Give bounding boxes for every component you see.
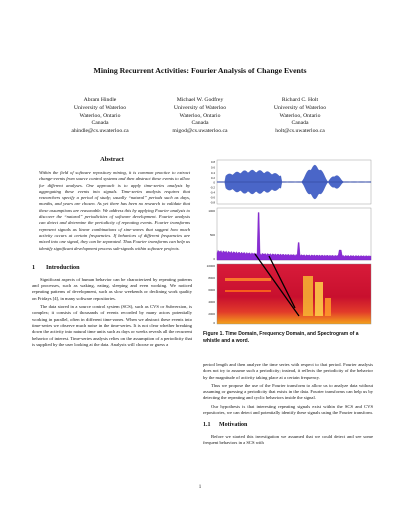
section-number: 1 bbox=[32, 263, 36, 271]
spectrogram-band bbox=[315, 282, 323, 316]
tick-label: 0 bbox=[213, 321, 215, 325]
tick-label: 0 bbox=[213, 180, 215, 185]
introduction-body bbox=[32, 277, 192, 348]
tick-label: 4000 bbox=[208, 300, 215, 304]
spectrogram-band bbox=[225, 278, 271, 281]
author-3 bbox=[245, 97, 355, 136]
paragraph: The data stored in a source control system (SCS), such as CVS or Subversion, is complex; it consists of thousands of events recorded by many actors potentially working in parallel, often in different time-zones. When we abstract these events into time-series we observe much noise in the time-series. It is not clear whether breaking down the activity into natural time units such as days or weeks reveals all the recurrent behavior of interest. Time-series analysis relies on the assumption of a periodicity that is supplied by the user looking at the data. Analysts will choose or guess a bbox=[32, 304, 192, 347]
paragraph: period length and then analyze the time series with respect to that period. Fourier analysis does not try to assume such a periodicity; instead, it reflects the periodicity of the behavior by the magnitude of activity taking place at a certain frequency. bbox=[203, 362, 373, 380]
author-email: holt@cs.uwaterloo.ca bbox=[275, 128, 325, 135]
paper-title: Mining Recurrent Activities: Fourier Analysis of Change Events bbox=[93, 66, 307, 75]
spectrogram-band bbox=[325, 298, 331, 316]
spectrogram-band bbox=[225, 290, 271, 292]
author-name: Richard C. Holt bbox=[281, 97, 319, 103]
figure-1 bbox=[203, 158, 373, 328]
left-column bbox=[32, 156, 192, 350]
tick-label: 6000 bbox=[208, 288, 215, 292]
tick-label: -0.8 bbox=[209, 200, 215, 205]
author-location: Waterloo, Ontario bbox=[179, 112, 221, 119]
author-location: Waterloo, Ontario bbox=[79, 112, 121, 119]
right-column-figure bbox=[203, 158, 373, 344]
section-heading-introduction bbox=[32, 264, 192, 271]
figure-1-graphic bbox=[203, 158, 373, 326]
section-title: Introduction bbox=[46, 263, 80, 271]
author-affiliation: University of Waterloo bbox=[273, 104, 327, 111]
author-affiliation: University of Waterloo bbox=[73, 104, 127, 111]
time-domain-plot bbox=[210, 160, 371, 205]
paragraph: Before we started this investigation we assumed that we could detect and see some frequent behaviors in a SCS with bbox=[203, 433, 373, 445]
author-country: Canada bbox=[291, 120, 309, 127]
tick-label: 0.8 bbox=[210, 160, 215, 164]
tick-label: 0.6 bbox=[210, 165, 215, 170]
subsection-number: 1.1 bbox=[203, 422, 211, 429]
tick-label: 0.4 bbox=[210, 171, 215, 175]
tick-label: 500 bbox=[209, 233, 215, 237]
abstract-heading: Abstract bbox=[100, 156, 124, 163]
subsection-heading-motivation bbox=[203, 422, 373, 428]
tick-label: -0.4 bbox=[209, 190, 215, 195]
author-affiliation: University of Waterloo bbox=[173, 104, 227, 111]
author-email: ahindle@cs.uwaterloo.ca bbox=[71, 128, 129, 135]
paragraph: Our hypothesis is that interesting repeating signals exist within the SCS and CVS repositories, we can detect and potentially identify these signals using the Fourier transform. bbox=[203, 403, 373, 416]
tick-label: 2000 bbox=[208, 312, 215, 316]
author-2 bbox=[145, 97, 255, 136]
tick-label: 8000 bbox=[208, 276, 215, 280]
tick-label: 10000 bbox=[206, 264, 215, 268]
right-column-text bbox=[203, 362, 373, 448]
author-name: Abram Hindle bbox=[83, 97, 117, 103]
author-name: Michael W. Godfrey bbox=[176, 97, 224, 103]
tick-label: 1000 bbox=[208, 209, 215, 213]
tick-label: 0.2 bbox=[210, 176, 215, 180]
page-number: 1 bbox=[198, 485, 202, 490]
author-country: Canada bbox=[191, 120, 209, 127]
tick-label: -0.2 bbox=[209, 185, 215, 190]
paragraph: Thus we propose the use of the Fourier transform to allow us to analyze data without assuming or guessing a periodicity that exists in the data. Fourier transforms can help us by detecting the repeating and cyclic behaviors inside the signal. bbox=[203, 382, 373, 401]
paragraph: Significant aspects of human behavior can be characterized by repeating patterns and processes, such as waking, eating, sleeping and even working. We noticed repeating patterns of development, such as slow weekends or declining work quality on Fridays [4], in many software repositories. bbox=[32, 276, 192, 301]
author-email: migod@cs.uwaterloo.ca bbox=[172, 128, 228, 135]
author-country: Canada bbox=[91, 120, 109, 127]
author-1 bbox=[45, 97, 155, 136]
tick-label: -0.6 bbox=[209, 195, 215, 200]
abstract-text: Within the field of software repository mining, it is common practice to extract change-events from source control systems and then abstract these events to allow for different analyses. One approach is to apply time-series analysis by aggregating these events into signals. Time-series analysis requires that researchers specify a period of study; usually “natural” periods such as days, months, and years are chosen. As yet there has been no research to validate that these assumptions are reasonable. We address this by applying Fourier analysis to discover the “natural” periodicities of software development. Fourier analysis can detect and determine the periodicity of repeating events. Fourier transforms represent signals as linear combinations of sine-waves that suggest how much activity occurs at certain frequencies. If behaviors of different frequencies are mixed into one signal, they can be separated. Thus Fourier transforms can help us identify significant development process sub-signals within software projects. bbox=[39, 170, 190, 251]
subsection-title: Motivation bbox=[219, 422, 248, 429]
spectrogram-band bbox=[303, 276, 313, 316]
figure-caption: Figure 1. Time Domain, Frequency Domain, and Spectrogram of a whistle and a word. bbox=[203, 331, 359, 344]
frequency-domain-plot bbox=[208, 208, 371, 261]
author-location: Waterloo, Ontario bbox=[279, 112, 321, 119]
tick-label: 0 bbox=[213, 257, 215, 261]
